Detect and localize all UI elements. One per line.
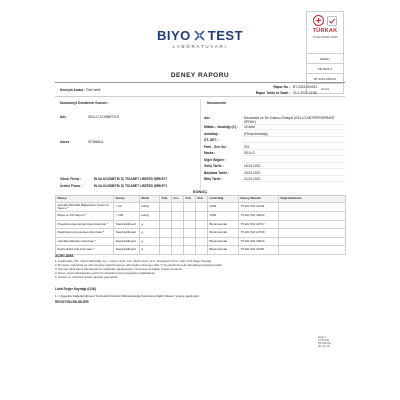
report-no-label: Rapor No : [205,85,290,91]
sample-field-label: Diğer Bilgiler : [204,158,242,165]
table-row [56,246,346,255]
table-cell: Maya ve Küf Sayımı * [56,212,114,221]
sample-field-value: GELLO [242,151,345,156]
table-cell: Tespit Edilmedi [114,246,140,255]
results-heading: SONUÇ [192,189,208,194]
report-date-value: 24.4.2023 13:59 [293,90,317,95]
table-cell [184,237,196,246]
results-column-header: Deney Metodu [239,196,279,203]
logo-cross-icon [193,29,206,42]
purpose: Deneyin Amacı : Özel İstek [60,87,101,92]
table-row [56,229,346,238]
table-cell [196,246,208,255]
table-cell: g [140,229,160,238]
table-cell: Bulunmamalı [208,229,239,238]
sample-field-value: (Firma Ambalajı) [242,132,345,137]
limit-source-heading: Limit Değer Kaynağı (LDK) [55,287,97,291]
sender-heading: Numuneyi Gönderen Kurum : [60,101,109,105]
check-mark-icon [327,16,337,26]
table-cell: Escherichia Coli Aranması * [56,246,114,255]
accreditation-code: 04-23 [306,84,344,94]
table-cell [279,212,346,221]
table-cell: Bulunmamalı [208,237,239,246]
results-body [56,203,346,255]
page-footer [318,337,358,349]
table-cell: g [140,237,160,246]
footer-line: Rev. No: 00 [318,346,330,348]
table-cell [160,212,172,221]
sample-field-value: 15 Adet [242,125,345,130]
sender-section [55,99,201,189]
table-cell [172,229,184,238]
results-column-header: Limit Değ. [208,196,239,203]
table-cell [196,212,208,221]
producer-firm-value: ELVA KOZMETİK İÇ TİCARET LİMİTED ŞİRKETİ [94,183,167,188]
table-cell [184,246,196,255]
sample-fields [204,116,345,184]
sample-field-label: Ambalajı : [204,132,242,139]
table-row [56,237,346,246]
report-header [55,82,345,97]
sample-field-row [204,116,345,125]
table-cell [196,229,208,238]
table-cell: Pseudomonas Aeruginosa Aranması * [56,220,114,229]
accreditation-standard: TS EN ISO/IEC 17025 [312,35,338,39]
logo-right-text: TEST [207,28,244,43]
table-cell [279,203,346,212]
table-cell [184,229,196,238]
sample-field-value: 24.04.2023 [242,177,345,182]
table-cell: kob/g [140,212,160,221]
accreditation-code: DENEY [306,54,344,64]
sender-address-label: Adres : [60,140,86,144]
table-cell: Candida Albicans Aranması * [56,237,114,246]
purpose-value: Özel İstek [86,87,101,92]
sender-name-value: GELLO COSMETICS [88,115,120,119]
dispatch-firm-label: Gönd. Firma : [60,177,92,181]
notes-heading: AÇIKLAMA [55,254,74,258]
logo-wordmark [150,28,250,43]
footer-line: PR.FRM.001 [318,343,332,345]
results-column-header: Ö.S. [184,196,196,203]
sample-heading: Numunenin [207,101,227,105]
table-cell: TS EN ISO 21150 [239,246,279,255]
sample-field-label: ÜT.-SKT. : [204,138,242,145]
table-cell: < 10 [114,203,140,212]
table-cell: Tespit Edilmedi [114,220,140,229]
note-line: 4. Deney raporu laboratuvarın yazılı izni olmadan kısmen kopyalanıp çoğaltılamaz. [55,272,156,275]
sample-field-value: 18.04.2023 [242,164,345,169]
sender-address-row [60,140,104,144]
table-row [56,212,346,221]
table-cell: TS EN ISO 22717 [239,220,279,229]
table-cell: 1000 [208,212,239,221]
table-cell: Bulunmamalı [208,220,239,229]
sample-field-value: - [242,138,345,143]
report-date-label: Rapor Tarihi ve Saati : [205,91,290,97]
table-cell [279,237,346,246]
table-cell [279,229,346,238]
sample-field-label: Adı : [204,116,242,125]
report-meta [205,85,345,96]
table-cell [160,246,172,255]
sample-field-label: Bitiş Tarihi : [204,177,242,184]
table-cell: Bulunmamalı [208,246,239,255]
results-column-header: Değerlendirme [279,196,346,203]
table-cell [184,220,196,229]
results-column-header: Birim [140,196,160,203]
sample-field-value: Deodorant ve Ter Kokusu Önleyici (GELLO ANTIPERSPIRANT SPRAY) [242,116,345,125]
producer-firm-row [60,184,167,188]
accreditation-badge [306,11,344,54]
table-cell [196,237,208,246]
sample-field-row [204,177,345,184]
table-cell: g [140,246,160,255]
producer-firm-label: Üretici Firma : [60,184,92,188]
table-cell: TS EN ISO 22718 [239,229,279,238]
sample-field-value: 18.04.2023 [242,171,345,176]
results-column-header: D.S. [196,196,208,203]
accreditation-code: AB-0904-T [306,64,344,74]
sample-field-label: Marka : [204,151,242,158]
footer-line: 13.05.2021 [318,340,330,342]
logo-left-text: BIYO [156,28,191,43]
table-cell: TS EN ISO 16212 [239,212,279,221]
page-title: DENEY RAPORU [170,72,230,79]
notes-text [55,260,345,280]
table-cell [196,203,208,212]
table-cell: Tespit Edilmedi [114,237,140,246]
table-cell: TS EN ISO 21149 [239,203,279,212]
table-cell [172,246,184,255]
table-cell: g [140,220,160,229]
table-cell [184,212,196,221]
sender-name-label: Adı : [60,115,86,119]
table-cell: Tespit Edilmedi [114,229,140,238]
table-cell: 1000 [208,203,239,212]
table-cell: Staphylococcus Aureus Aranması * [56,229,114,238]
table-cell: kob/g [140,203,160,212]
accreditation-code: BT-2023-000941 [306,74,344,84]
table-cell [279,220,346,229]
table-cell [196,220,208,229]
table-cell: TS EN ISO 18416 [239,237,279,246]
revision-heading: REVİZYON BİLGİLERİ [55,300,89,304]
table-cell [184,203,196,212]
sample-field-label: Geliş Tarihi : [204,164,242,171]
table-cell [160,229,172,238]
note-line: 1. Kısaltmalar: Ö.B.: Ölçüm Belirsizliği, G.L.: Güven Limiti, Ö.S.: Ölçüm Sınırı, D.S.: Deteksiyon Sınırı, LDK: Limit Değer Kaynağı [55,260,212,263]
sample-field-value: 001 [242,145,345,150]
dispatch-firm-value: ELVA KOZMETİK İÇ TİCARET LİMİTED ŞİRKETİ [94,177,167,181]
table-row [56,203,346,212]
table-cell [172,212,184,221]
lab-logo [150,28,250,49]
table-cell [279,246,346,255]
results-header-row [56,196,346,203]
sample-section [202,99,345,189]
table-row [56,220,346,229]
dispatch-firm-row [60,177,167,181]
sender-name-row [60,115,119,119]
results-column-header: Ö.B. [160,196,172,203]
logo-subtitle: LABORATUVARI [172,44,228,49]
table-cell [172,203,184,212]
table-cell [160,203,172,212]
note-line: 5. İmzasız ve mühürsüz deney raporları geçersizdir. [55,276,118,279]
limit-source-text: 1 - Uygunluk Değerlendirmesi 'Kozmetik Ürünlerin Mikrobiyolojik Kontrolüne İlişkin Kılavuz' a göre yapılmıştır. [55,294,200,298]
footer-line: Sayfa 1 [318,337,326,339]
results-table [55,195,346,255]
sender-address-value: İSTANBUL [88,140,104,144]
turkak-emblem-icon [313,15,324,26]
table-cell [172,237,184,246]
table-cell: Aerobik Mezofilik Bakterilerin Tespit ve Sayımı * [56,203,114,212]
sample-field-value: - [242,158,345,163]
table-cell [160,220,172,229]
table-cell [160,237,172,246]
purpose-label: Deneyin Amacı [60,87,84,92]
results-column-header: G.L. [172,196,184,203]
report-no-value: BT-2023-000941 [293,85,318,89]
accreditation-name: TÜRKAK [312,27,338,34]
results-column-header: Sonuç [114,196,140,203]
table-cell: < 100 [114,212,140,221]
note-line: 2. Bu deney raporunda yer alan sonuçlar yalnızca deneye tabi tutulan numuneye aittir. (*) ile işaretli deneyler akreditasyon kapsamındadır. [55,264,223,267]
note-line: 3. Numune alma işlemi laboratuvarımız tarafından yapılmamıştır. Numuneye ait bilgiler müşteri beyanıdır. [55,268,183,271]
sample-field-label: Parti - Seri No : [204,145,242,152]
results-column-header: Deney [56,196,114,203]
sample-field-label: Miktarı - Sıcaklığı (C) : [204,125,242,132]
sample-field-label: Başlama Tarihi : [204,171,242,178]
table-cell [172,220,184,229]
